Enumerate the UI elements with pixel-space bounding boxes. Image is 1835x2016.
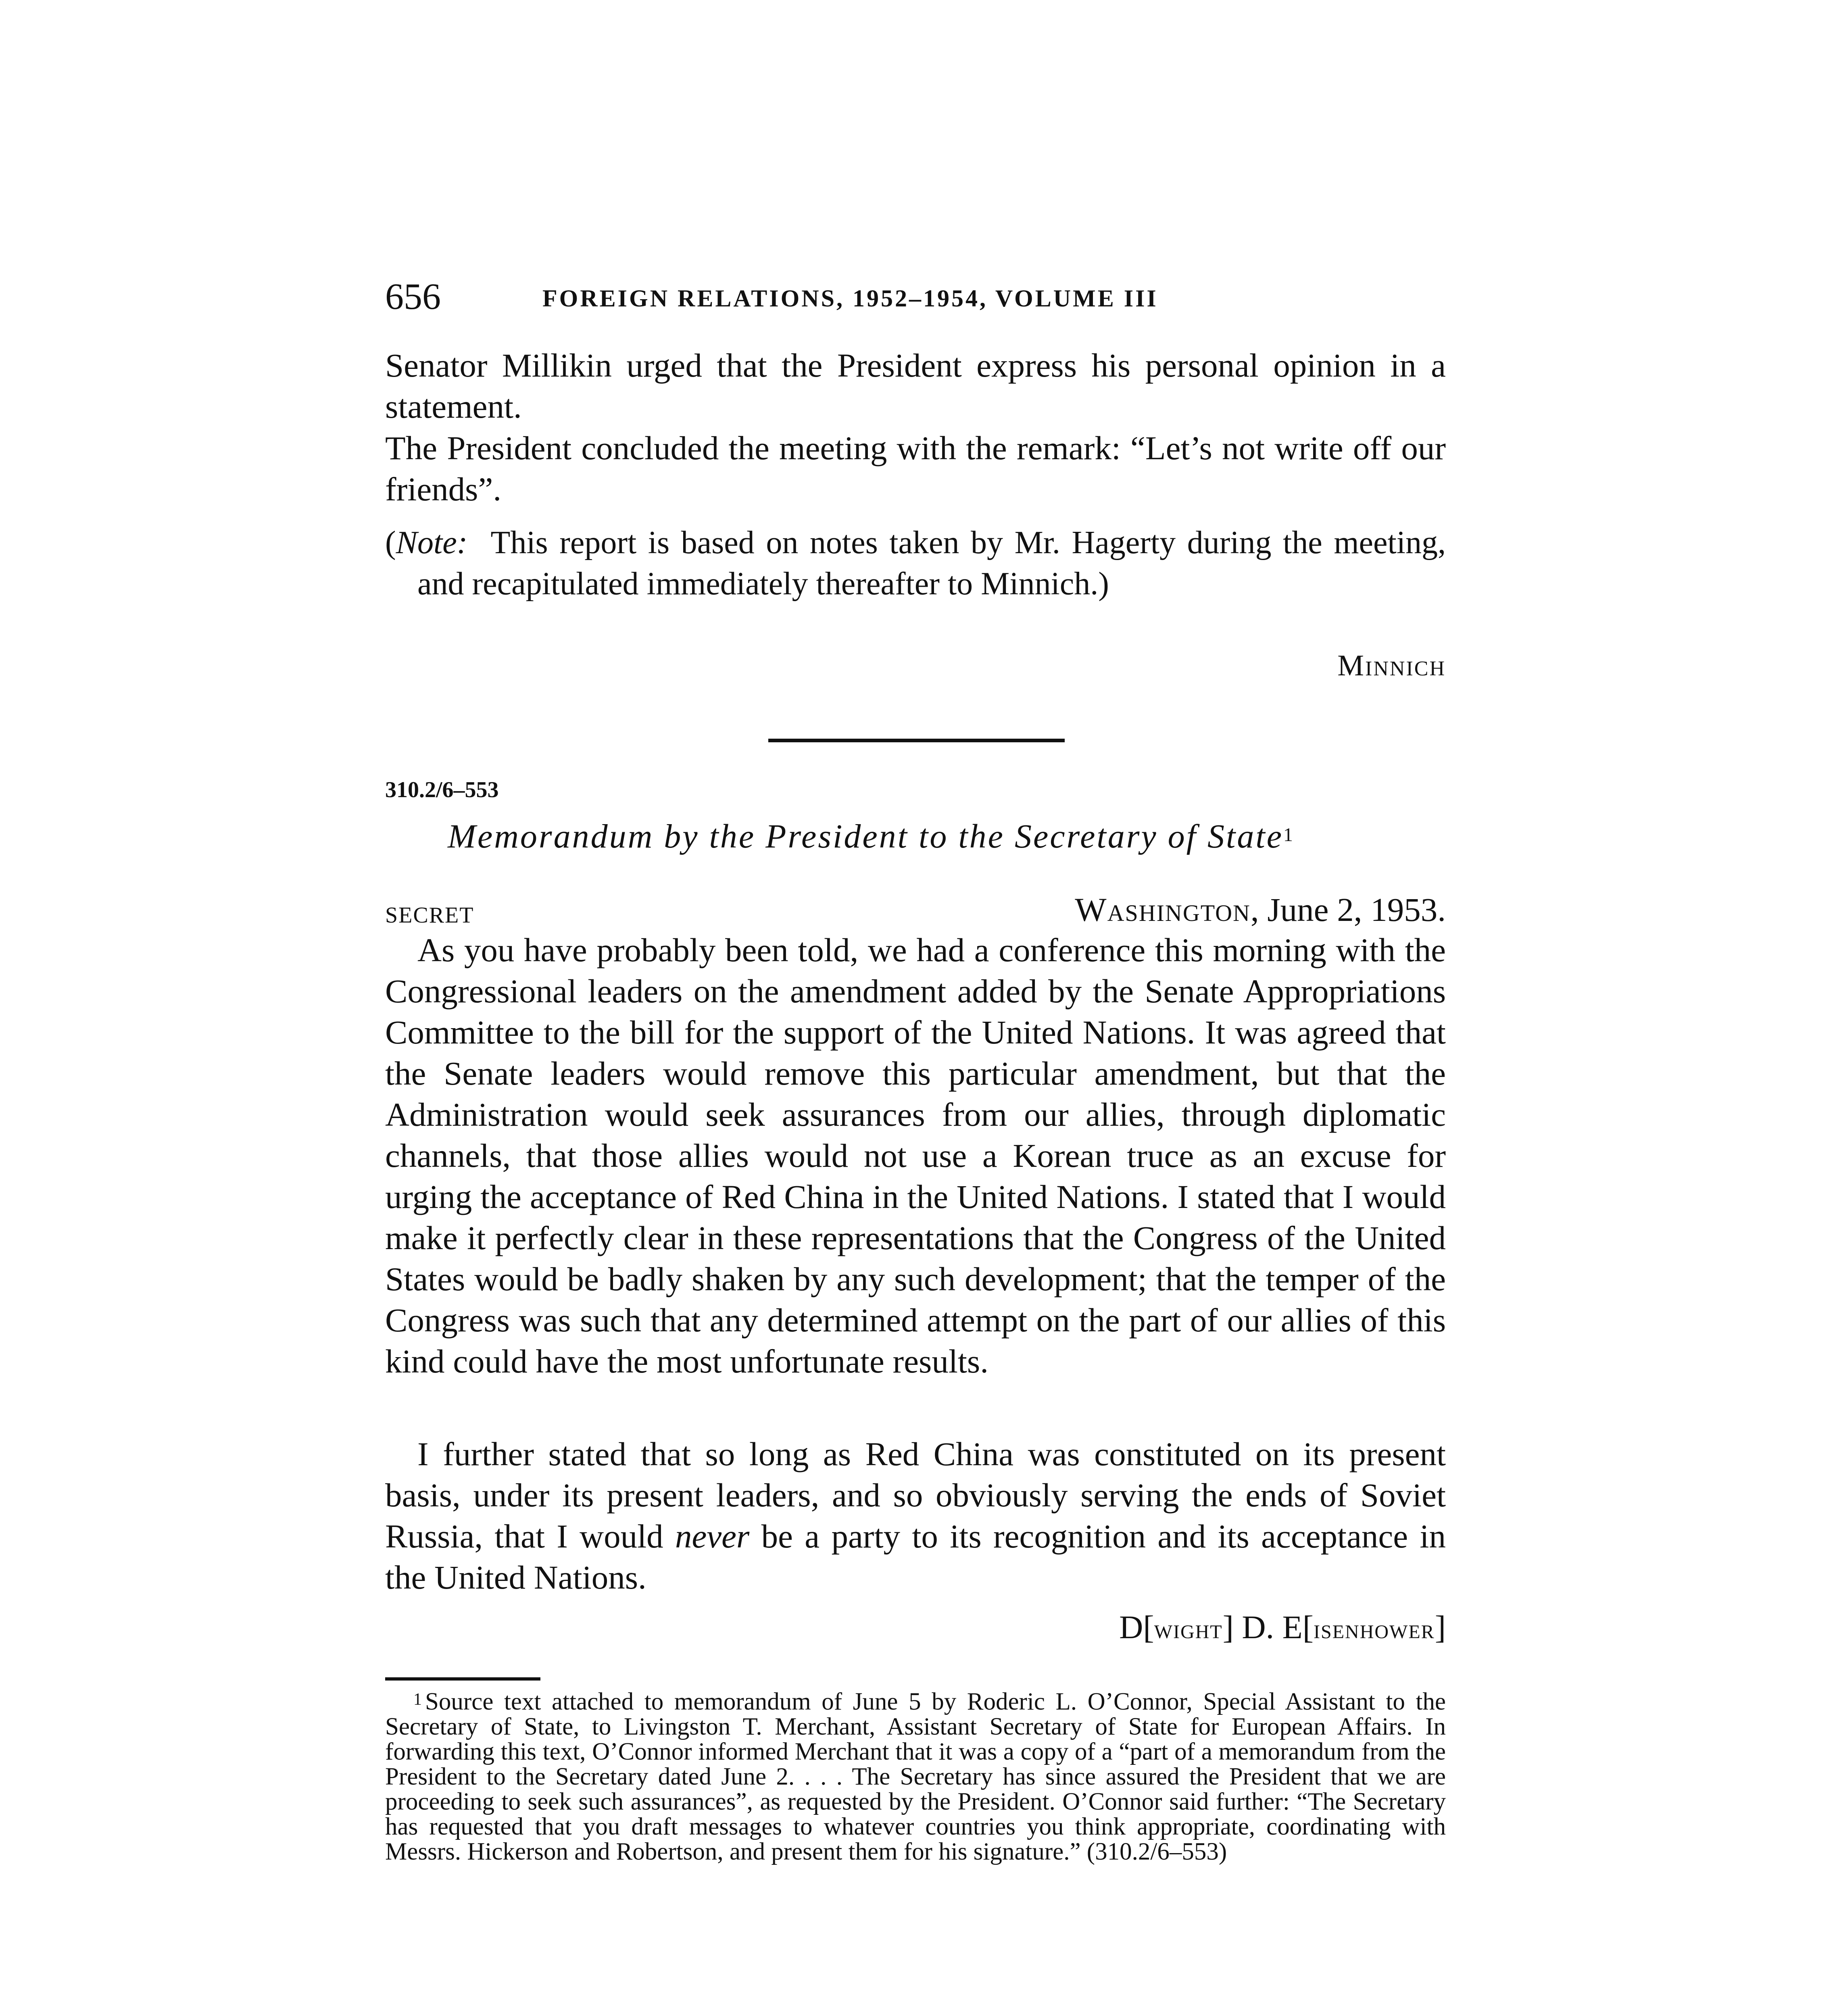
file-reference: 310.2/6–553 xyxy=(385,777,499,802)
paragraph-2-emphasis: never xyxy=(675,1518,750,1555)
running-head: FOREIGN RELATIONS, 1952–1954, VOLUME III xyxy=(542,285,1158,312)
source-footnote xyxy=(385,1689,1446,1864)
signature-first-rest: wight xyxy=(1154,1614,1223,1644)
dateline xyxy=(1075,889,1446,930)
note-label: Note: xyxy=(396,525,468,560)
signature-middle: ] D. E[ xyxy=(1222,1609,1314,1645)
dateline-date: , June 2, 1953. xyxy=(1250,891,1446,928)
memorandum-paragraph-2 xyxy=(385,1433,1446,1598)
note-text: This report is based on notes taken by Mr. Hagerty during the meeting, and recapitulated immediately thereafter to Minnich.) xyxy=(417,525,1446,602)
eisenhower-signature xyxy=(1119,1607,1446,1649)
signature-first-initial: D[ xyxy=(1119,1609,1154,1645)
report-note: (Note: This report is based on notes taken by Mr. Hagerty during the meeting, and recapitulated immediately thereafter to Minnich.) xyxy=(385,525,1446,602)
signature-last-rest: isenhower xyxy=(1314,1614,1435,1644)
signature-close: ] xyxy=(1435,1609,1446,1645)
paragraph-2-after: be a party to its recognition and its acceptance in the United Nations. xyxy=(385,1518,1446,1596)
previous-paragraph-president-remark: The President concluded the meeting with the remark: “Let’s not write off our friends”. xyxy=(385,429,1446,508)
paragraph-2-before: I further stated that so long as Red China was constituted on its present basis, under its present leaders, and so obviously serving the ends of Soviet Russia, that I would xyxy=(385,1435,1446,1555)
document-title xyxy=(448,814,1295,859)
previous-signature: Minnich xyxy=(1337,649,1446,682)
page-header xyxy=(385,274,1446,319)
page-number: 656 xyxy=(385,276,441,317)
footnote-text: Source text attached to memorandum of June 5 by Roderic L. O’Connor, Special Assistant to the Secretary of State, to Livingston T. Merchant, Assistant Secretary of State for European Affairs. In forwarding this text, O’Connor informed Merchant that it was a copy of a “part of a memorandum from the President to the Secretary dated June 2. . . . The Secretary has since assured the President that we are proceeding to seek such assurances”, as requested by the President. O’Connor said further: “The Secretary has requested that you draft messages to whatever countries you think appropriate, coordinating with Messrs. Hickerson and Robertson, and present them for his signature.” (310.2/6–553) xyxy=(385,1688,1446,1865)
memorandum-paragraph-1: As you have probably been told, we had a conference this morning with the Congressional leaders on the amendment added by the Senate Appropriations Committee to the bill for the support of the United Nations. It was agreed that the Senate leaders would remove this particular amendment, but that the Administration would seek assurances from our allies, through diplomatic channels, that those allies would not use a Korean truce as an excuse for urging the acceptance of Red China in the United Nations. I stated that I would make it perfectly clear in these representations that the Congress of the United States would be badly shaken by any such development; that the temper of the Congress was such that any determined attempt on the part of our allies of this kind could have the most unfortunate results. xyxy=(385,931,1446,1380)
classification-label: SECRET xyxy=(385,903,474,928)
document-title-text: Memorandum by the President to the Secretary of State xyxy=(448,818,1283,855)
footnote-mark: 1 xyxy=(413,1690,422,1709)
previous-paragraph-millikin: Senator Millikin urged that the President express his personal opinion in a statement. xyxy=(385,347,1446,425)
title-footnote-mark: 1 xyxy=(1283,824,1295,846)
dateline-place: Washington xyxy=(1075,891,1251,928)
footnote-divider xyxy=(385,1677,540,1681)
section-divider xyxy=(768,739,1065,742)
